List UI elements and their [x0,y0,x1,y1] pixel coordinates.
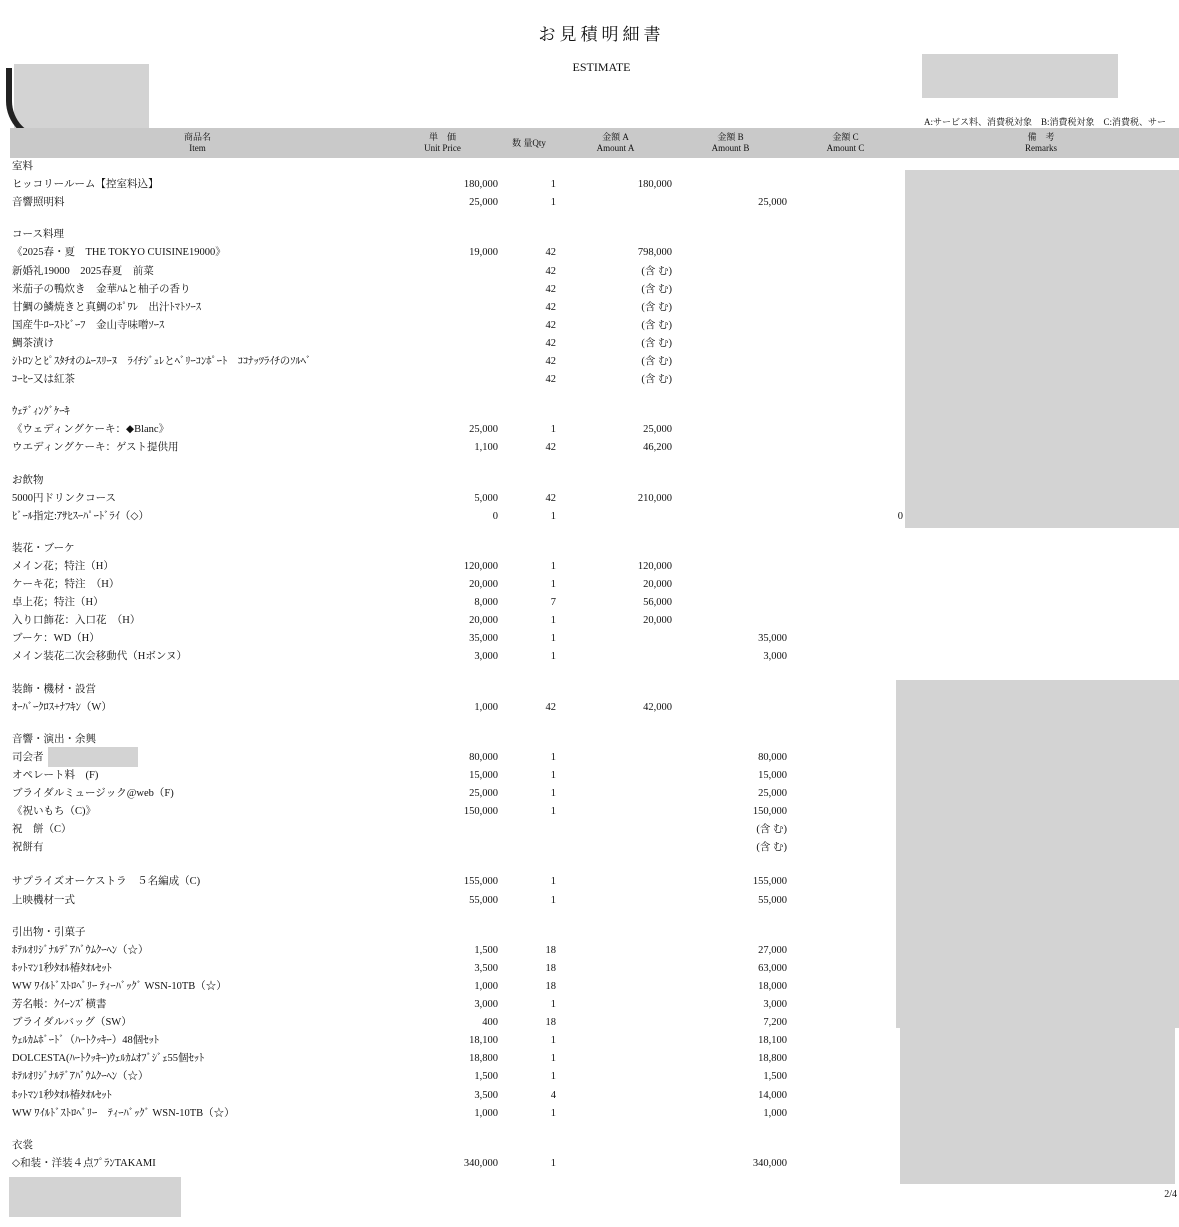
section-title: コース料理 [12,229,64,240]
table-row [0,317,1179,335]
section-header [0,681,1179,699]
quantity: 42 [545,247,556,258]
item-name: 米茄子の鴨炊き 金華ﾊﾑと柚子の香り [12,284,191,295]
unit-price: 1,000 [474,1108,498,1119]
table-row [0,785,1179,803]
address-redacted [922,54,1118,98]
amount-b: 1,500 [763,1071,787,1082]
amount-a: (含 む) [641,284,672,295]
unit-price: 1,000 [474,981,498,992]
col-amount-a: 金額 A Amount A [596,132,635,153]
quantity: 18 [545,945,556,956]
quantity: 1 [550,999,556,1010]
item-name: 司会者 [12,752,44,763]
table-row [0,490,1179,508]
item-name: ﾎﾃﾙｵﾘｼﾞﾅﾙﾃﾞｱﾊﾞｳﾑｸｰﾍﾝ（☆） [12,1071,149,1082]
amount-a: 25,000 [643,424,672,435]
quantity: 42 [545,284,556,295]
item-name: 芳名帳：ｸｲｰﾝｽﾞ横書 [12,999,107,1010]
table-row [0,1032,1179,1050]
table-row [0,244,1179,262]
quantity: 1 [550,1035,556,1046]
table-row [0,194,1179,212]
unit-price: 18,100 [469,1035,498,1046]
quantity: 1 [550,179,556,190]
amount-b: (含 む) [756,824,787,835]
section-title: ｳｪﾃﾞｨﾝｸﾞｹｰｷ [12,406,70,417]
item-name: ﾎｯﾄﾏﾝ1秒ﾀｵﾙ椿ﾀｵﾙｾｯﾄ [12,1090,112,1101]
section-title: 衣裳 [12,1140,33,1151]
quantity: 42 [545,702,556,713]
quantity: 4 [550,1090,556,1101]
quantity: 42 [545,442,556,453]
table-row [0,749,1179,767]
table-row [0,767,1179,785]
item-name: 鯛茶漬け [12,338,54,349]
amount-a: 20,000 [643,579,672,590]
item-name: サプライズオーケストラ ５名編成（C) [12,876,201,887]
unit-price: 3,000 [474,999,498,1010]
table-header [10,128,1179,158]
table-row [0,1014,1179,1032]
item-name: 入り口飾花：入口花 （H） [12,615,141,626]
unit-price: 3,000 [474,651,498,662]
quantity: 18 [545,963,556,974]
col-amount-b: 金額 B Amount B [711,132,750,153]
amount-b: (含 む) [756,842,787,853]
table-row [0,873,1179,891]
table-row [0,1068,1179,1086]
section-header [0,226,1179,244]
amount-a: 46,200 [643,442,672,453]
quantity: 42 [545,338,556,349]
amount-a: 180,000 [637,179,672,190]
section-title: 装飾・機材・設営 [12,684,96,695]
section-title: 室料 [12,161,33,172]
amount-b: 25,000 [758,197,787,208]
col-amount-c: 金額 C Amount C [826,132,865,153]
item-name: ウエディングケーキ：ゲスト提供用 [12,442,179,453]
table-row [0,176,1179,194]
amount-b: 7,200 [763,1017,787,1028]
amount-b: 27,000 [758,945,787,956]
table-row [0,978,1179,996]
unit-price: 55,000 [469,895,498,906]
table-row [0,996,1179,1014]
item-name: ◇和装・洋装４点ﾌﾟﾗﾝTAKAMI [12,1158,156,1169]
unit-price: 120,000 [463,561,498,572]
estimate-title-en: ESTIMATE [572,60,631,74]
section-header [0,731,1179,749]
item-name: 音響照明料 [12,197,65,208]
amount-b: 340,000 [752,1158,787,1169]
item-name: 祝餅有 [12,842,44,853]
quantity: 1 [550,197,556,208]
quantity: 1 [550,806,556,817]
amount-b: 14,000 [758,1090,787,1101]
item-name: WW ﾜｲﾙﾄﾞｽﾄﾛﾍﾞﾘｰ ﾃｨｰﾊﾞｯｸﾞ WSN-10TB（☆） [12,1108,235,1119]
item-name: WW ﾜｲﾙﾄﾞｽﾄﾛﾍﾞﾘｰ ﾃｨｰﾊﾞｯｸﾞ WSN-10TB（☆） [12,981,227,992]
quantity: 42 [545,320,556,331]
item-name: ﾋﾞｰﾙ指定:ｱｻﾋｽｰﾊﾟｰﾄﾞﾗｲ（◇） [12,511,149,522]
item-name: 《2025春・夏 THE TOKYO CUISINE19000》 [12,247,226,258]
item-name: ブーケ：WD（H） [12,633,100,644]
amount-b: 55,000 [758,895,787,906]
quantity: 1 [550,651,556,662]
quantity: 42 [545,356,556,367]
unit-price: 155,000 [463,876,498,887]
quantity: 1 [550,752,556,763]
table-row [0,892,1179,910]
item-name: メイン装花二次会移動代（Hボンヌ） [12,651,187,662]
item-name: 《祝いもち（C)》 [12,806,96,817]
estimate-title-jp: お見積明細書 [538,25,665,44]
item-name: ﾎｯﾄﾏﾝ1秒ﾀｵﾙ椿ﾀｵﾙｾｯﾄ [12,963,112,974]
amount-a: 20,000 [643,615,672,626]
item-name: 《ウェディングケーキ：◆Blanc》 [12,424,170,435]
item-name: ブライダルバッグ（SW） [12,1017,132,1028]
item-name: 国産牛ﾛｰｽﾄﾋﾞｰﾌ 金山寺味噌ｿｰｽ [12,320,165,331]
quantity: 7 [550,597,556,608]
amount-b: 35,000 [758,633,787,644]
col-item: 商品名 Item [183,132,211,153]
quantity: 1 [550,1071,556,1082]
section-header [0,158,1179,176]
unit-price: 25,000 [469,424,498,435]
item-name: ｼﾄﾛﾝとﾋﾟｽﾀﾁｵのﾑｰｽﾘｰﾇ ﾗｲﾁｼﾞｭﾚとﾍﾞﾘｰｺﾝﾎﾟｰﾄ ｺｺﾅｯﾂﾗｲﾁのｿﾙﾍﾞ [12,356,312,367]
unit-price: 1,500 [474,1071,498,1082]
table-row [0,960,1179,978]
section-header [0,472,1179,490]
unit-price: 20,000 [469,615,498,626]
table-row [0,803,1179,821]
col-remarks: 備 考 Remarks [1025,132,1057,153]
table-row [0,612,1179,630]
amount-a: 56,000 [643,597,672,608]
section-title: 引出物・引菓子 [12,927,86,938]
unit-price: 400 [482,1017,498,1028]
amount-b: 18,000 [758,981,787,992]
unit-price: 35,000 [469,633,498,644]
item-name: ブライダルミュージック@web（F) [12,788,174,799]
item-name: DOLCESTA(ﾊｰﾄｸｯｷｰ)ｳｪﾙｶﾑｵﾌﾞｼﾞｪ55個ｾｯﾄ [12,1053,205,1064]
unit-price: 18,800 [469,1053,498,1064]
amount-b: 150,000 [752,806,787,817]
quantity: 1 [550,876,556,887]
unit-price: 1,500 [474,945,498,956]
table-row [0,558,1179,576]
col-qty: 数 量Qty [512,138,546,148]
unit-price: 0 [492,511,498,522]
table-row [0,942,1179,960]
table-row [0,508,1179,526]
section-title: お飲物 [12,475,44,486]
table-row [0,699,1179,717]
quantity: 1 [550,770,556,781]
amount-a: (含 む) [641,356,672,367]
page-number: 2/4 [1164,1189,1177,1200]
amount-a: (含 む) [641,338,672,349]
table-row [0,1050,1179,1068]
table-row [0,353,1179,371]
table-row [0,630,1179,648]
amount-b: 1,000 [763,1108,787,1119]
amount-b: 18,100 [758,1035,787,1046]
section-header [0,403,1179,421]
unit-price: 150,000 [463,806,498,817]
unit-price: 3,500 [474,1090,498,1101]
amount-b: 3,000 [763,651,787,662]
table-row [0,281,1179,299]
amount-b: 25,000 [758,788,787,799]
table-row [0,839,1179,857]
quantity: 1 [550,1158,556,1169]
quantity: 1 [550,424,556,435]
table-row [0,263,1179,281]
amount-a: 42,000 [643,702,672,713]
table-row [0,648,1179,666]
unit-price: 8,000 [474,597,498,608]
amount-a: (含 む) [641,302,672,313]
amount-b: 155,000 [752,876,787,887]
unit-price: 3,500 [474,963,498,974]
unit-price: 19,000 [469,247,498,258]
tax-legend: A:サービス料、消費税対象 B:消費税対象 C:消費税、サー [924,117,1167,127]
amount-b: 15,000 [758,770,787,781]
unit-price: 20,000 [469,579,498,590]
item-name: 新婚礼19000 2025春夏 前菜 [12,266,154,277]
quantity: 1 [550,561,556,572]
quantity: 1 [550,511,556,522]
amount-a: 120,000 [637,561,672,572]
item-name: メイン花；特注（H） [12,561,114,572]
item-name: 上映機材一式 [12,895,75,906]
amount-a: (含 む) [641,266,672,277]
quantity: 42 [545,302,556,313]
table-row [0,335,1179,353]
table-row [0,439,1179,457]
amount-a: 210,000 [637,493,672,504]
unit-price: 5,000 [474,493,498,504]
section-title: 装花・ブーケ [12,543,75,554]
quantity: 42 [545,266,556,277]
item-name: ｵｰﾊﾞｰｸﾛｽ+ﾅﾌｷﾝ（W） [12,702,112,713]
table-row [0,421,1179,439]
quantity: 1 [550,1108,556,1119]
item-name: 祝 餅（C） [12,824,72,835]
table-row [0,1105,1179,1123]
table-row [0,371,1179,389]
unit-price: 1,100 [474,442,498,453]
quantity: 1 [550,579,556,590]
amount-a: (含 む) [641,374,672,385]
section-title: 音響・演出・余興 [12,734,96,745]
amount-a: 798,000 [637,247,672,258]
quantity: 1 [550,615,556,626]
col-unit-price: 単 価 Unit Price [424,132,461,153]
unit-price: 25,000 [469,197,498,208]
amount-a: (含 む) [641,320,672,331]
amount-b: 80,000 [758,752,787,763]
quantity: 42 [545,374,556,385]
item-name: 甘鯛の鱗焼きと真鯛のﾎﾟﾜﾚ 出汁ﾄﾏﾄｿｰｽ [12,302,201,313]
item-name: ケーキ花；特注 （H） [12,579,120,590]
quantity: 1 [550,895,556,906]
section-header [0,540,1179,558]
table-row [0,576,1179,594]
quantity: 1 [550,1053,556,1064]
table-row [0,1155,1179,1173]
item-name: ｺｰﾋｰ又は紅茶 [12,374,75,385]
item-name: ヒッコリールーム【控室料込】 [12,179,159,190]
unit-price: 25,000 [469,788,498,799]
unit-price: 180,000 [463,179,498,190]
quantity: 18 [545,1017,556,1028]
unit-price: 80,000 [469,752,498,763]
section-header [0,1137,1179,1155]
amount-b: 3,000 [763,999,787,1010]
section-header [0,924,1179,942]
quantity: 1 [550,633,556,644]
quantity: 42 [545,493,556,504]
unit-price: 15,000 [469,770,498,781]
item-name: 5000円ドリンクコース [12,493,117,504]
quantity: 1 [550,788,556,799]
item-name: 卓上花；特注（H） [12,597,104,608]
item-name-redacted [48,747,138,767]
footer-redacted [9,1177,181,1217]
unit-price: 340,000 [463,1158,498,1169]
amount-b: 18,800 [758,1053,787,1064]
table-row [0,821,1179,839]
item-name: オペレート料 (F) [12,770,99,781]
item-name: ﾎﾃﾙｵﾘｼﾞﾅﾙﾃﾞｱﾊﾞｳﾑｸｰﾍﾝ（☆） [12,945,149,956]
item-name: ｳｪﾙｶﾑﾎﾞｰﾄﾞ（ﾊｰﾄｸｯｷｰ）48個ｾｯﾄ [12,1035,159,1046]
table-row [0,594,1179,612]
amount-b: 63,000 [758,963,787,974]
quantity: 18 [545,981,556,992]
amount-c: 0 [897,511,903,522]
table-row [0,1087,1179,1105]
unit-price: 1,000 [474,702,498,713]
table-row [0,299,1179,317]
